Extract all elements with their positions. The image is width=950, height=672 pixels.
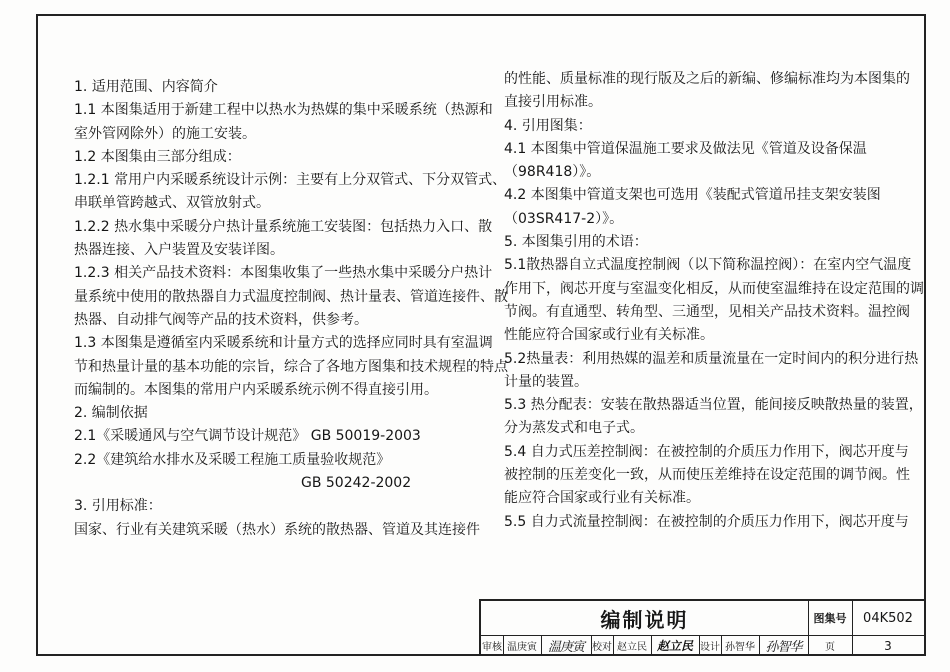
- page-number: 3: [884, 638, 892, 653]
- text-line: 计量的装置。: [504, 373, 588, 390]
- review-label: 审核: [481, 635, 504, 656]
- check-label: 校对: [591, 635, 614, 656]
- reviewer-name: 温庚寅: [503, 635, 542, 656]
- text-line: （03SR417-2）》。: [504, 210, 624, 227]
- text-line: 5.3 热分配表：安装在散热器适当位置，能间接反映散热量的装置，: [504, 397, 923, 414]
- atlas-number: 04K502: [852, 601, 924, 636]
- atlas-number-label: 图集号: [808, 601, 853, 636]
- text-line: 国家、行业有关建筑采暖（热水）系统的散热器、管道及其连接件: [74, 521, 480, 538]
- signature-row: [481, 635, 924, 656]
- text-line: 的性能、质量标准的现行版及之后的新编、修编标准均为本图集的: [504, 71, 910, 87]
- text-line: 1.1 本图集适用于新建工程中以热水为热媒的集中采暖系统（热源和: [74, 102, 493, 119]
- section-heading-terms: 5. 本图集引用的术语：: [504, 234, 648, 251]
- standard-code: GB 50242-2002: [301, 475, 412, 492]
- designer-signature: 孙智华: [759, 635, 809, 656]
- reviewer-signature: 温庚寅: [541, 635, 592, 656]
- text-line: 1.2.2 热水集中采暖分户热计量系统施工安装图：包括热力入口、散: [74, 218, 493, 235]
- text-line: 被控制的压差变化一致，从而使压差维持在设定范围的调节阀。性: [504, 467, 910, 484]
- text-line: 热器、自动排气阀等产品的技术资料，供参考。: [74, 311, 368, 328]
- checker-signature: 赵立民: [651, 635, 700, 656]
- text-line: 2.2《建筑给水排水及采暖工程施工质量验收规范》: [74, 451, 391, 468]
- text-line: 5.4 自力式压差控制阀：在被控制的介质压力作用下，阀芯开度与: [504, 443, 909, 460]
- text-line: 性能应符合国家或行业有关标准。: [504, 327, 714, 344]
- section-heading-standards: 3. 引用标准：: [74, 498, 162, 515]
- checker-name: 赵立民: [613, 635, 652, 656]
- text-line: （98R418）》。: [504, 164, 601, 181]
- text-line: 直接引用标准。: [504, 94, 602, 111]
- designer-name: 孙智华: [721, 635, 760, 656]
- left-text-column: [74, 76, 508, 542]
- text-line: 而编制的。本图集的常用户内采暖系统示例不得直接引用。: [74, 381, 438, 398]
- text-line: 作用下，阀芯开度与室温变化相反，从而使室温维持在设定范围的调: [504, 280, 924, 297]
- text-line: 4.2 本图集中管道支架也可选用《装配式管道吊挂支架安装图: [504, 187, 881, 204]
- text-line: 1.3 本图集是遵循室内采暖系统和计量方式的选择应同时具有室温调: [74, 335, 493, 352]
- text-line: 节阀。有直通型、转角型、三通型，见相关产品技术资料。温控阀: [504, 303, 910, 320]
- text-line: 节和热量计量的基本功能的宗旨，综合了各地方图集和技术规程的特点: [74, 358, 508, 375]
- text-line: 室外管网除外）的施工安装。: [74, 125, 256, 142]
- text-line: 2.1《采暖通风与空气调节设计规范》 GB 50019-2003: [74, 428, 421, 445]
- text-line: 1.2.3 相关产品技术资料：本图集收集了一些热水集中采暖分户热计: [74, 265, 493, 282]
- right-text-column: [504, 68, 924, 534]
- text-line: 1.2 本图集由三部分组成：: [74, 148, 241, 165]
- text-line: 量系统中使用的散热器自力式温度控制阀、热计量表、管道连接件、散: [74, 288, 508, 305]
- section-heading-basis: 2. 编制依据: [74, 405, 148, 422]
- page-label: 页: [808, 635, 853, 656]
- text-line: 热器连接、入户装置及安装详图。: [74, 242, 284, 259]
- text-line: 1.2.1 常用户内采暖系统设计示例：主要有上分双管式、下分双管式、: [74, 172, 507, 189]
- title-block: [479, 599, 924, 656]
- section-heading-atlases: 4. 引用图集：: [504, 117, 592, 134]
- drawing-title: 编制说明: [481, 601, 809, 636]
- text-line: 串联单管跨越式、双管放射式。: [74, 195, 270, 212]
- text-line: 5.5 自力式流量控制阀：在被控制的介质压力作用下，阀芯开度与: [504, 513, 909, 530]
- section-heading-scope: 1. 适用范围、内容简介: [74, 79, 218, 95]
- design-label: 设计: [699, 635, 722, 656]
- text-line: 分为蒸发式和电子式。: [504, 420, 644, 437]
- text-line: 5.1散热器自立式温度控制阀（以下简称温控阀）：在室内空气温度: [504, 257, 912, 274]
- text-line: 5.2热量表：利用热媒的温差和质量流量在一定时间内的积分进行热: [504, 350, 919, 367]
- text-line: 4.1 本图集中管道保温施工要求及做法见《管道及设备保温: [504, 140, 867, 157]
- text-line: 能应符合国家或行业有关标准。: [504, 490, 700, 507]
